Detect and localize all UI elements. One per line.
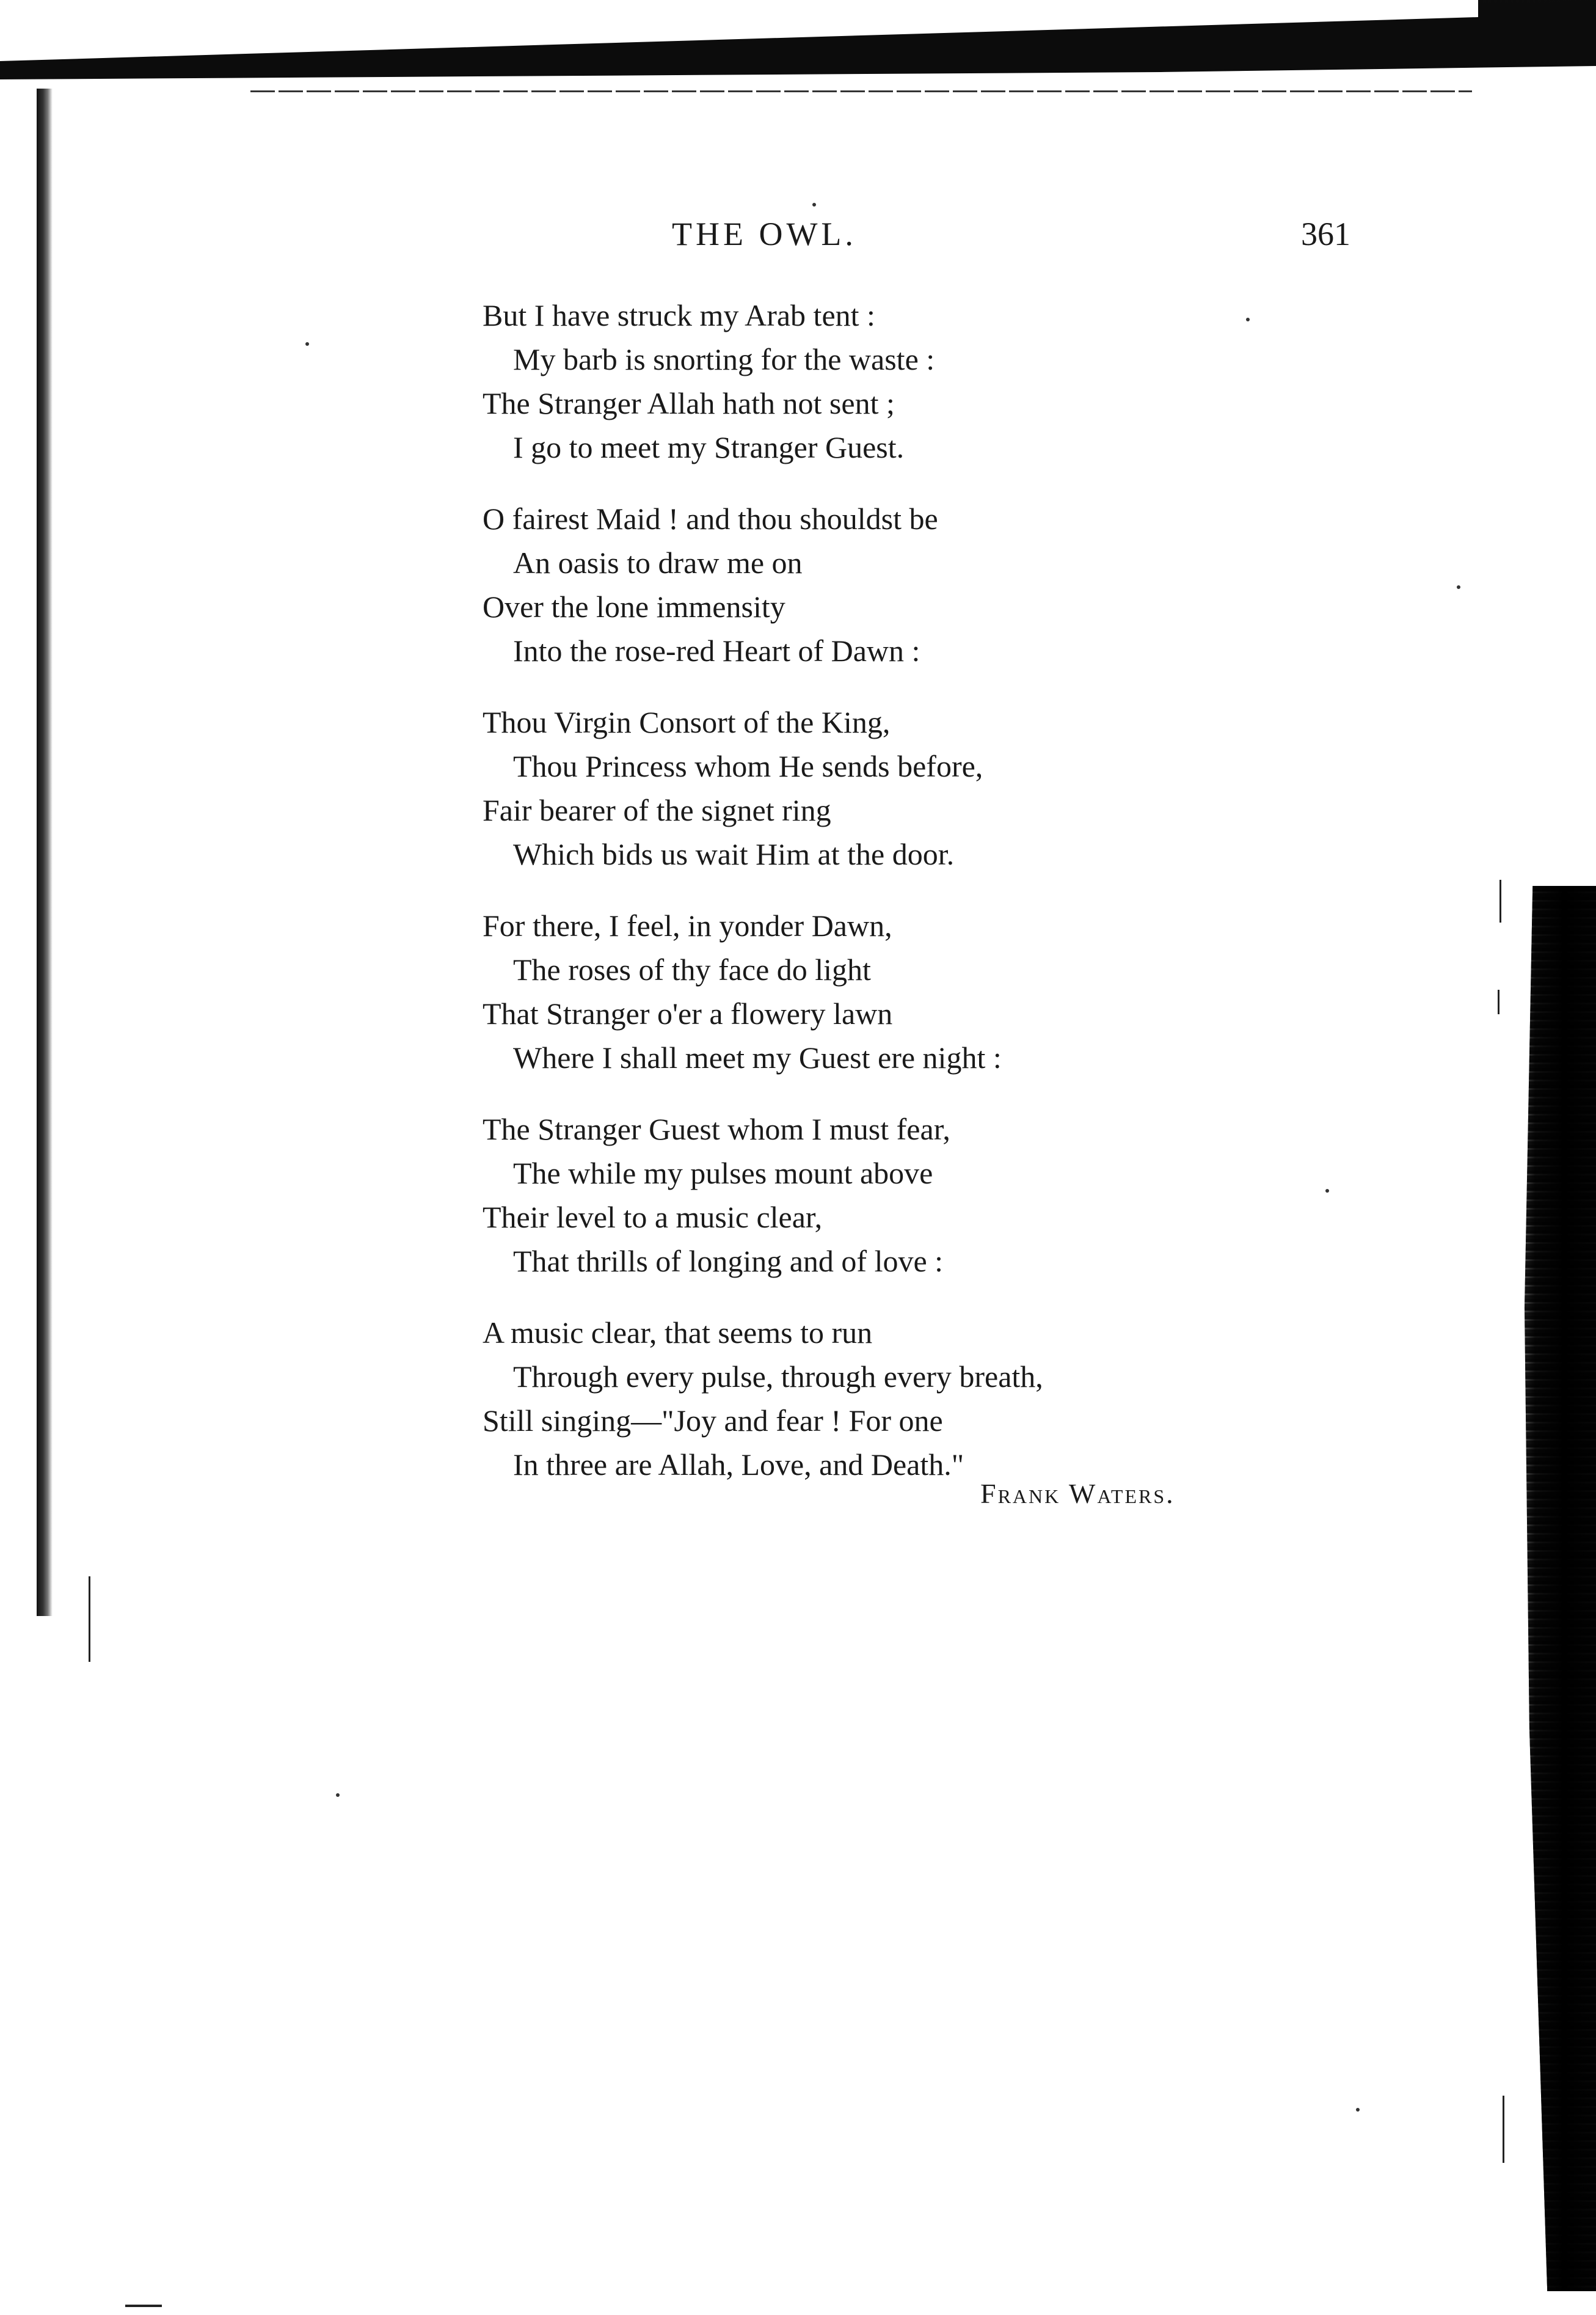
poem-line: Into the rose-red Heart of Dawn : xyxy=(513,634,920,668)
scan-right-tick xyxy=(1498,990,1499,1014)
scan-speck xyxy=(1356,2108,1360,2112)
stanza-6 xyxy=(483,1311,1277,1487)
poem-line: That thrills of longing and of love : xyxy=(513,1244,944,1278)
running-head: THE OWL. xyxy=(672,216,857,252)
scan-speck xyxy=(305,342,309,346)
page-number: 361 xyxy=(1301,216,1350,252)
poem-line: Still singing—"Joy and fear ! For one xyxy=(483,1403,943,1438)
poem-line: Fair bearer of the signet ring xyxy=(483,793,831,827)
scan-speck xyxy=(812,203,816,207)
stanza-4 xyxy=(483,904,1277,1080)
scan-right-tick xyxy=(1499,880,1501,923)
poem-line: That Stranger o'er a flowery lawn xyxy=(483,997,893,1031)
poem-line: Where I shall meet my Guest ere night : xyxy=(513,1040,1002,1075)
stanza-3 xyxy=(483,700,1277,876)
poem-line: For there, I feel, in yonder Dawn, xyxy=(483,909,892,943)
poem-line: The while my pulses mount above xyxy=(513,1156,933,1190)
scan-top-rule xyxy=(250,90,1472,92)
poem-line: Thou Virgin Consort of the King, xyxy=(483,705,891,739)
poem-line: In three are Allah, Love, and Death." xyxy=(513,1447,964,1482)
poem-line: The roses of thy face do light xyxy=(513,953,871,987)
scan-bottom-mark xyxy=(125,2305,162,2307)
poem-line: Their level to a music clear, xyxy=(483,1200,823,1234)
scan-speck xyxy=(1325,1189,1329,1193)
stanza-1 xyxy=(483,293,1277,469)
author-signature: Frank Waters. xyxy=(980,1478,1175,1509)
poem-line: The Stranger Guest whom I must fear, xyxy=(483,1112,950,1146)
scan-right-tick xyxy=(1503,2096,1504,2163)
scan-right-edge xyxy=(1515,886,1596,2291)
scan-left-edge xyxy=(37,89,53,1616)
poem-line: My barb is snorting for the waste : xyxy=(513,342,935,376)
scan-top-bar xyxy=(0,0,1596,86)
poem-line: But I have struck my Arab tent : xyxy=(483,298,875,332)
scan-left-mark xyxy=(89,1576,90,1662)
poem-line: Thou Princess whom He sends before, xyxy=(513,749,983,783)
poem-line: A music clear, that seems to run xyxy=(483,1315,873,1350)
poem-line: An oasis to draw me on xyxy=(513,546,803,580)
poem-body xyxy=(483,293,1277,1514)
poem-line: Which bids us wait Him at the door. xyxy=(513,837,955,871)
poem-line: Through every pulse, through every breath, xyxy=(513,1359,1043,1394)
poem-line: The Stranger Allah hath not sent ; xyxy=(483,386,895,420)
poem-line: O fairest Maid ! and thou shouldst be xyxy=(483,502,938,536)
scan-speck xyxy=(336,1793,340,1797)
scan-speck xyxy=(1457,585,1460,589)
stanza-2 xyxy=(483,497,1277,673)
poem-line: I go to meet my Stranger Guest. xyxy=(513,430,905,464)
poem-line: Over the lone immensity xyxy=(483,590,785,624)
stanza-5 xyxy=(483,1107,1277,1283)
